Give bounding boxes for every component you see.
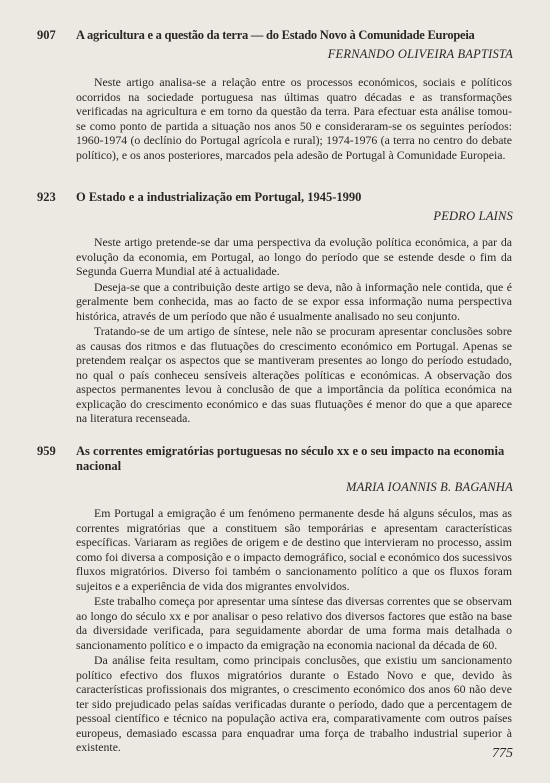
article-title: O Estado e a industrialização em Portugal, 1945-1990 [76, 190, 362, 204]
abstract-paragraph: Este trabalho começa por apresentar uma síntese das diversas correntes que se observam ao longo do século xx e por analisar o peso relativo dos diversos factores que estão na base da diversidade verificada, para seguidamente abordar de uma forma mais detalhada o sancionamento político e o impacto da emigração na economia nacional da década de 60. [76, 594, 512, 652]
article-number: 907 [37, 28, 56, 42]
article-number: 959 [37, 444, 56, 458]
page-number: 775 [492, 746, 513, 761]
article-abstract [76, 235, 512, 427]
abstract-paragraph: Neste artigo pretende-se dar uma perspectiva da evolução política económica, a par da evolução da economia, em Portugal, ao longo do período que se estende desde o fim da Segunda Guerra Mundial até à actualidade. [76, 235, 512, 278]
article-title: A agricultura e a questão da terra — do Estado Novo à Comunidade Europeia [76, 28, 475, 42]
article-abstract [76, 75, 512, 163]
article-number: 923 [37, 190, 56, 204]
article-title: As correntes emigratórias portuguesas no século xx e o seu impacto na economia nacional [76, 444, 505, 473]
article-author: FERNANDO OLIVEIRA BAPTISTA [327, 47, 513, 61]
abstract-paragraph: Tratando-se de um artigo de síntese, nele não se procuram apresentar conclusões sobre as causas dos ritmos e das flutuações do crescimento económico em Portugal. Apenas se pretendem realçar os aspectos que se mantiveram presentes ao longo do período estudado, no qual o país conheceu sensíveis alterações políticas e económicas. A observação dos aspectos permanentes levou à conclusão de que a importância da política económica na explicação do crescimento económico e das suas flutuações é menor do que a que aparece na literatura recenseada. [76, 324, 512, 425]
abstract-paragraph: Em Portugal a emigração é um fenómeno permanente desde há alguns séculos, mas as correntes migratórias que a constituem são temporárias e apresentam características específicas. Variaram as regiões de origem e de destino que intervieram no processo, assim como foi diversa a composição e o impacto demográfico, social e económico dos sucessivos fluxos migratórios. Diverso foi também o sancionamento político a que os fluxos foram sujeitos e a experiência de vida dos migrantes envolvidos. [76, 506, 512, 593]
article-abstract [76, 506, 512, 756]
abstract-paragraph: Da análise feita resultam, como principais conclusões, que existiu um sancionamento político efectivo dos fluxos migratórios durante o Estado Novo e que, devido às características profissionais dos migrantes, o crescimento económico dos anos 60 não deve ter sido prejudicado pelas saídas verificadas durante o período, dado que a percentagem de pessoal científico e técnico na população activa era, comparativamente com outros países europeus, demasiado escassa para enquadrar uma força de trabalho industrial superior à existente. [76, 653, 512, 754]
abstract-paragraph: Deseja-se que a contribuição deste artigo se deva, não à informação nele contida, que é geralmente bem conhecida, mas ao facto de se expor essa informação numa perspectiva histórica, através de um período que não é usualmente analisado no seu conjunto. [76, 279, 512, 323]
abstract-paragraph: Neste artigo analisa-se a relação entre os processos económicos, sociais e políticos ocorridos na sociedade portuguesa nas últimas quatro décadas e as transformações verificadas na agricultura e em torno da questão da terra. Para efectuar esta análise tomou-se como ponto de partida a situação nos anos 50 e consideraram-se os seguintes períodos: 1960-1974 (o declínio do Portugal agrícola e rural); 1974-1976 (a terra no centro do debate político), e os anos posteriores, marcados pela adesão de Portugal à Comunidade Europeia. [76, 75, 512, 162]
article-author: PEDRO LAINS [433, 209, 513, 223]
article-author: MARIA IOANNIS B. BAGANHA [345, 480, 513, 494]
